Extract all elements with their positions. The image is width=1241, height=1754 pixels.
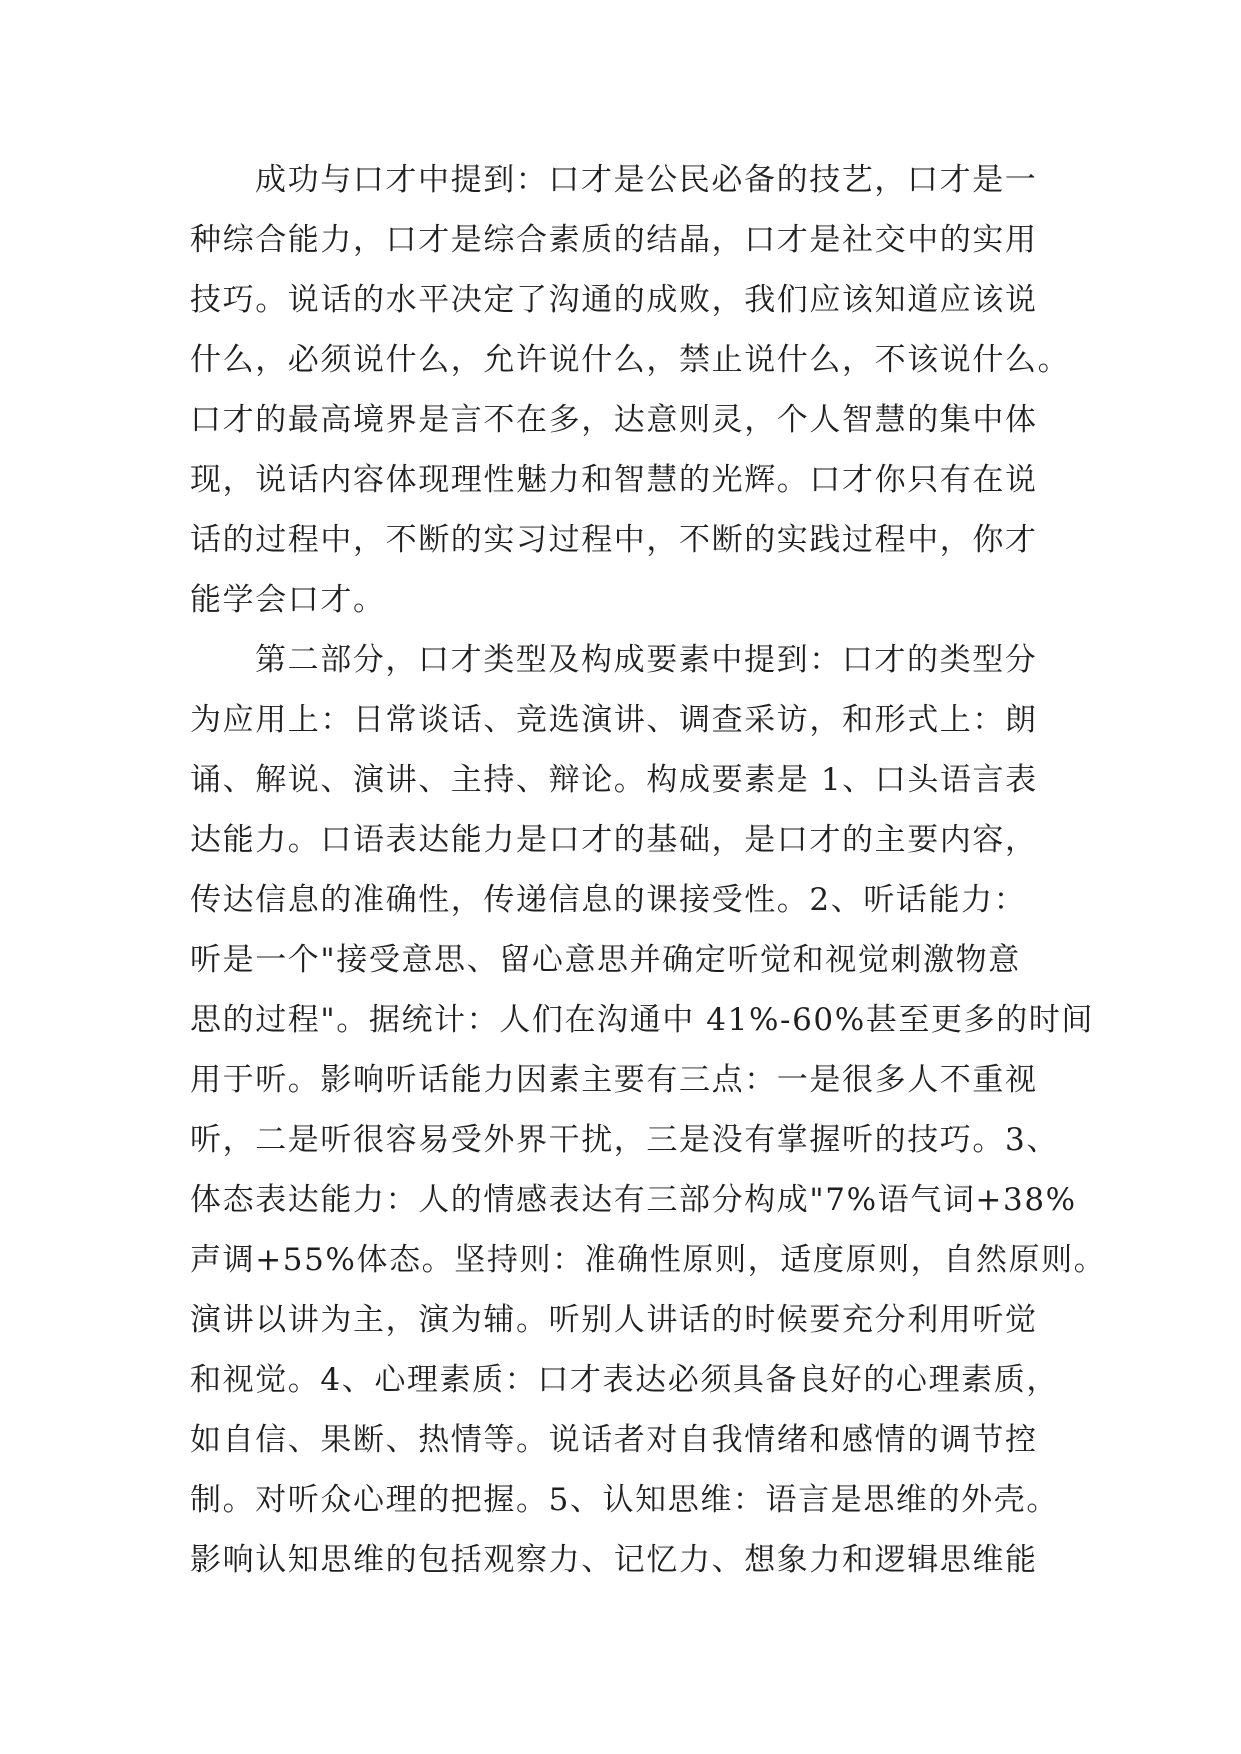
paragraph-1-line-2: 种综合能力，口才是综合素质的结晶，口才是社交中的实用: [190, 222, 1038, 258]
paragraph-1-line-7: 话的过程中，不断的实习过程中，不断的实践过程中，你才: [190, 522, 1038, 558]
paragraph-2-line-2: 为应用上：日常谈话、竞选演讲、调查采访，和形式上：朗: [190, 702, 1038, 738]
paragraph-2-line-1: 第二部分，口才类型及构成要素中提到：口才的类型分: [255, 642, 1038, 678]
paragraph-2-line-16: 影响认知思维的包括观察力、记忆力、想象力和逻辑思维能: [190, 1542, 1038, 1578]
paragraph-2-line-4: 达能力。口语表达能力是口才的基础，是口才的主要内容，: [190, 822, 1038, 858]
paragraph-1-line-5: 口才的最高境界是言不在多，达意则灵，个人智慧的集中体: [190, 402, 1038, 438]
paragraph-2-line-9: 听，二是听很容易受外界干扰，三是没有掌握听的技巧。3、: [190, 1122, 1059, 1158]
paragraph-2-line-14: 如自信、果断、热情等。说话者对自我情绪和感情的调节控: [190, 1422, 1038, 1458]
paragraph-2-line-5: 传达信息的准确性，传递信息的课接受性。2、听话能力：: [190, 882, 1027, 918]
paragraph-2-line-6: 听是一个"接受意思、留心意思并确定听觉和视觉刺激物意: [190, 942, 1021, 978]
paragraph-2-line-15: 制。对听众心理的把握。5、认知思维：语言是思维的外壳。: [190, 1482, 1059, 1518]
paragraph-2-line-7: 思的过程"。据统计：人们在沟通中 41%-60%甚至更多的时间: [190, 1002, 1094, 1038]
paragraph-2-line-11: 声调+55%体态。坚持则：准确性原则，适度原则，自然原则。: [190, 1242, 1107, 1278]
paragraph-2-line-10: 体态表达能力：人的情感表达有三部分构成"7%语气词+38%: [190, 1182, 1077, 1218]
paragraph-1-line-6: 现，说话内容体现理性魅力和智慧的光辉。口才你只有在说: [190, 462, 1038, 498]
paragraph-1-line-4: 什么，必须说什么，允许说什么，禁止说什么，不该说什么。: [190, 342, 1071, 378]
paragraph-1-line-3: 技巧。说话的水平决定了沟通的成败，我们应该知道应该说: [190, 282, 1038, 318]
paragraph-2-line-3: 诵、解说、演讲、主持、辩论。构成要素是 1、口头语言表: [190, 762, 1038, 798]
paragraph-1-line-1: 成功与口才中提到：口才是公民必备的技艺，口才是一: [255, 162, 1038, 198]
paragraph-2-line-12: 演讲以讲为主，演为辅。听别人讲话的时候要充分利用听觉: [190, 1302, 1038, 1338]
paragraph-2-line-13: 和视觉。4、心理素质：口才表达必须具备良好的心理素质，: [190, 1362, 1059, 1398]
paragraph-2-line-8: 用于听。影响听话能力因素主要有三点：一是很多人不重视: [190, 1062, 1038, 1098]
paragraph-1-line-8: 能学会口才。: [190, 582, 386, 618]
